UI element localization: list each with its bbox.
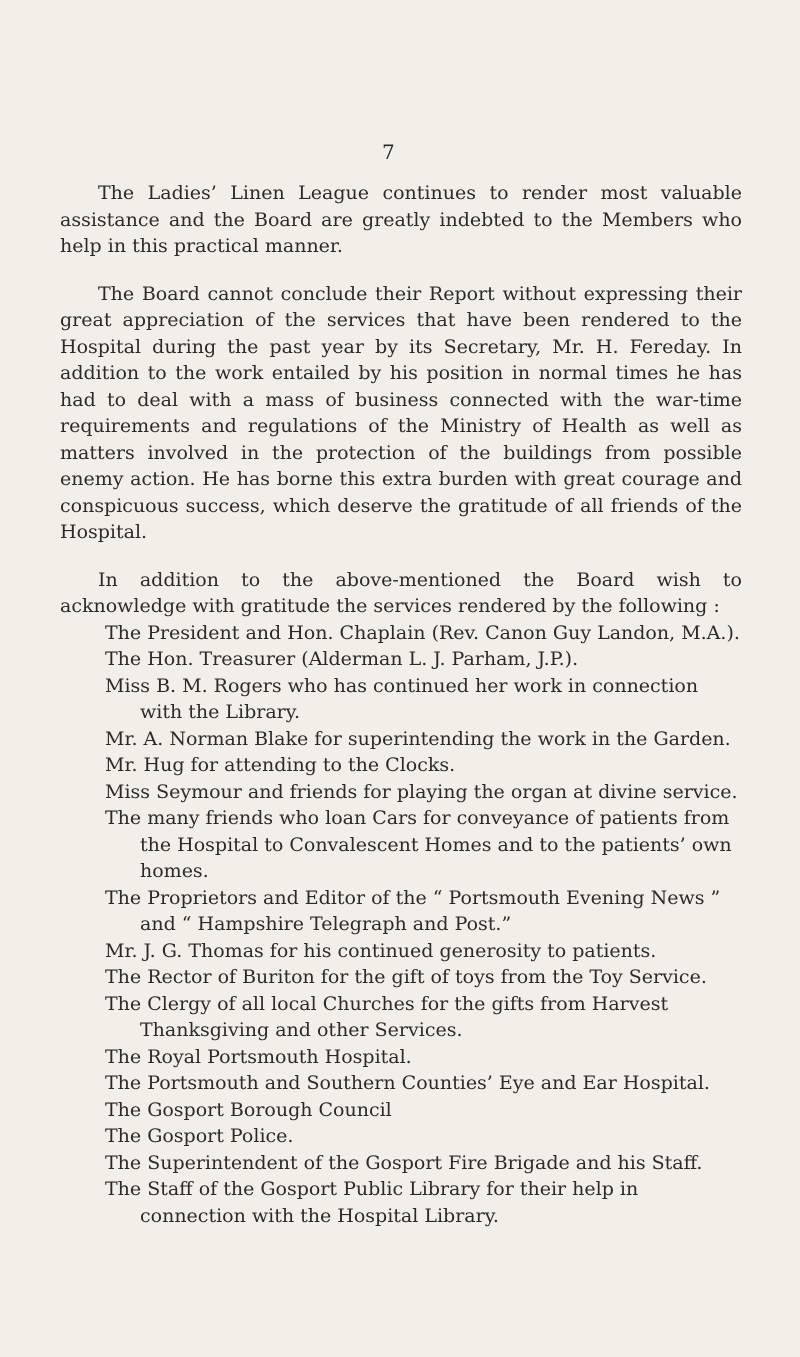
list-item: The Clergy of all local Churches for the gifts from Harvest Thanksgiving and other Services. [105,992,669,1041]
list-item: The many friends who loan Cars for conveyance of patients from the Hospital to Convalescent Homes and to the patients’ own homes. [105,807,732,882]
list-item: Miss Seymour and friends for playing the organ at divine service. [105,780,738,803]
paragraph-acknowledgement-intro: In addition to the above-mentioned the Board wish to acknowledge with gratitude the services rendered by the following : [60,568,742,617]
list-item: The Rector of Buriton for the gift of toys from the Toy Service. [105,966,707,988]
paragraph-linen-league: The Ladies’ Linen League continues to render most valuable assistance and the Board are greatly indebted to the Members who help in this practical manner. [60,182,742,257]
report-body [60,180,742,1229]
list-item: Mr. Hug for attending to the Clocks. [105,754,456,776]
list-item: The Proprietors and Editor of the “ Portsmouth Evening News ” and “ Hampshire Telegraph and Post.” [105,886,721,935]
list-item: The President and Hon. Chaplain (Rev. Canon Guy Landon, M.A.). [105,621,740,644]
list-item: The Gosport Borough Council [105,1098,392,1121]
list-item: The Superintendent of the Gosport Fire Brigade and his Staff. [105,1151,703,1174]
paragraph-secretary-appreciation: The Board cannot conclude their Report without expressing their great appreciation of the services that have been rendered to the Hospital during the past year by its Secretary, Mr. H. Fereday. In addition to the work entailed by his position in normal times he has had to deal with a mass of business connected with the war-time requirements and regulations of the Ministry of Health as well as matters involved in the protection of the buildings from possible enemy action. He has borne this extra burden with great courage and conspicuous success, which deserve the gratitude of all friends of the Hospital. [60,282,742,543]
acknowledgement-list [60,620,742,1230]
list-item: Mr. J. G. Thomas for his continued generosity to patients. [105,939,657,962]
list-item: Miss B. M. Rogers who has continued her work in connection with the Library. [105,674,699,723]
list-item: The Staff of the Gosport Public Library for their help in connection with the Hospital Library. [105,1178,639,1227]
list-item: The Royal Portsmouth Hospital. [105,1045,412,1068]
list-item: The Portsmouth and Southern Counties’ Eye and Ear Hospital. [105,1072,710,1094]
list-item: The Gosport Police. [105,1125,294,1147]
list-item: Mr. A. Norman Blake for superintending the work in the Garden. [105,727,731,750]
list-item: The Hon. Treasurer (Alderman L. J. Parham, J.P.). [105,648,579,670]
page-number: 7 [382,140,395,164]
